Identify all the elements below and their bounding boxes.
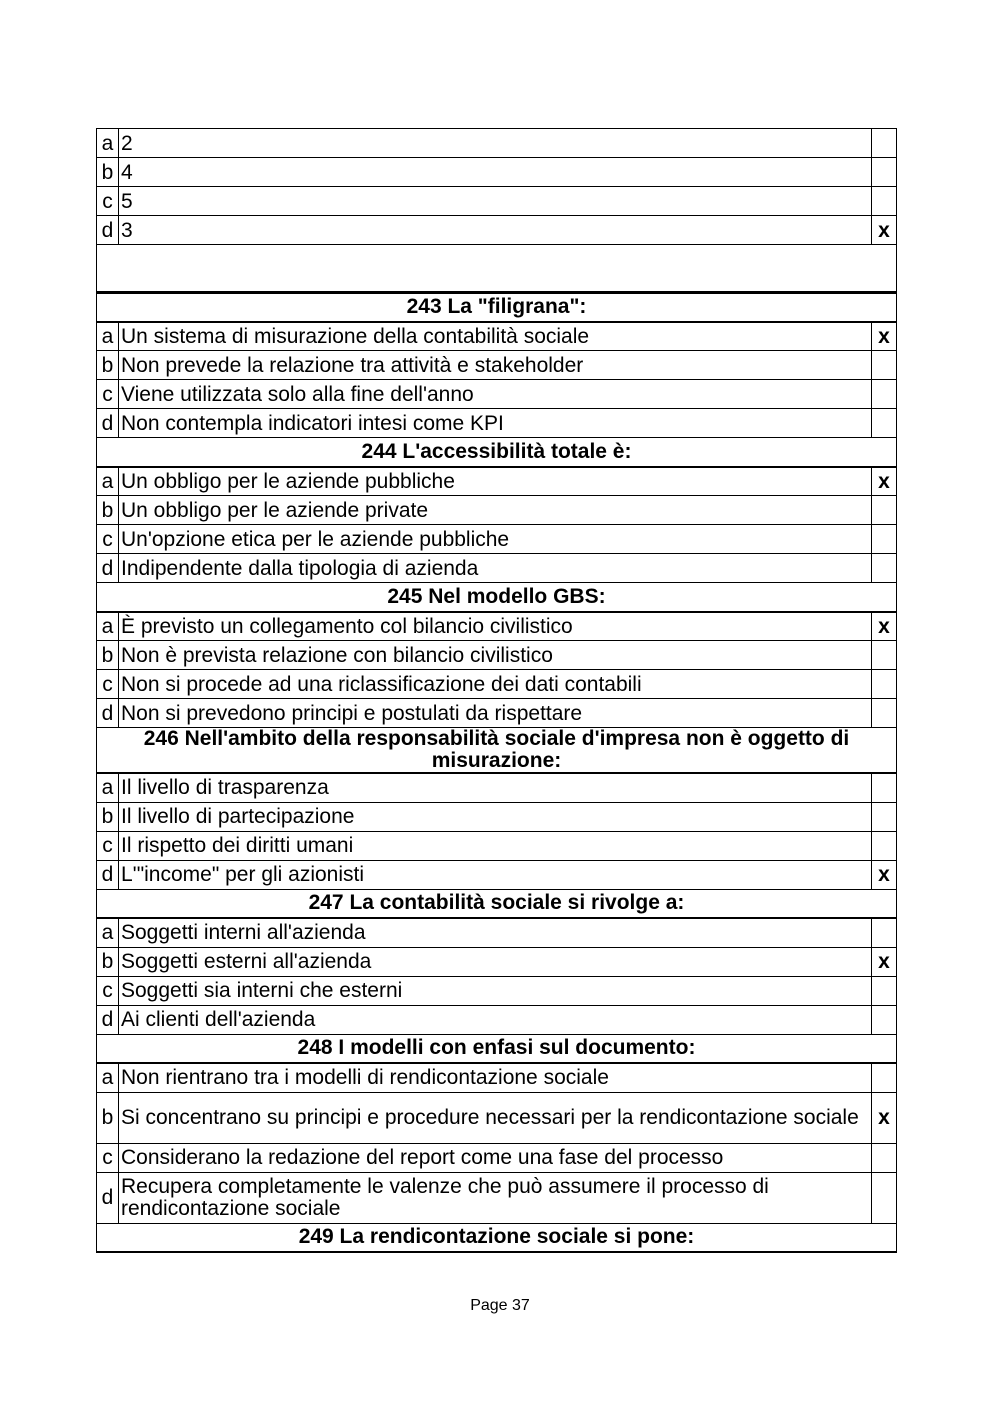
option-text: Non si procede ad una riclassificazione dei dati contabili (119, 670, 872, 699)
answer-mark (872, 641, 897, 670)
answer-mark: x (872, 216, 897, 245)
option-letter: b (97, 351, 119, 380)
answer-mark (872, 1005, 897, 1034)
option-text: Il rispetto dei diritti umani (119, 831, 872, 860)
question-title: 246 Nell'ambito della responsabilità sociale d'impresa non è oggetto di misurazione: (97, 728, 897, 774)
answer-mark (872, 773, 897, 802)
option-text: È previsto un collegamento col bilancio civilistico (119, 612, 872, 641)
option-row (97, 525, 897, 554)
option-row (97, 641, 897, 670)
option-row (97, 773, 897, 802)
option-letter: b (97, 1092, 119, 1143)
answer-mark (872, 670, 897, 699)
option-letter: b (97, 641, 119, 670)
answer-mark (872, 554, 897, 583)
question-title-row (97, 438, 897, 467)
option-text: Non rientrano tra i modelli di rendicontazione sociale (119, 1063, 872, 1092)
question-title: 249 La rendicontazione sociale si pone: (97, 1223, 897, 1252)
option-row (97, 187, 897, 216)
option-letter: a (97, 322, 119, 351)
option-text: Non è prevista relazione con bilancio civilistico (119, 641, 872, 670)
option-text: Indipendente dalla tipologia di azienda (119, 554, 872, 583)
answer-mark (872, 976, 897, 1005)
option-letter: d (97, 409, 119, 438)
option-row (97, 947, 897, 976)
option-row (97, 1005, 897, 1034)
question-title-row (97, 728, 897, 774)
answer-mark (872, 409, 897, 438)
option-text: 2 (119, 129, 872, 158)
option-letter: c (97, 831, 119, 860)
option-text: Un'opzione etica per le aziende pubbliche (119, 525, 872, 554)
option-letter: d (97, 860, 119, 889)
option-letter: d (97, 216, 119, 245)
option-row (97, 467, 897, 496)
option-letter: c (97, 380, 119, 409)
answer-mark (872, 496, 897, 525)
option-text: 5 (119, 187, 872, 216)
option-text: Ai clienti dell'azienda (119, 1005, 872, 1034)
option-letter: c (97, 670, 119, 699)
answer-mark (872, 351, 897, 380)
answer-mark (872, 699, 897, 728)
option-letter: c (97, 976, 119, 1005)
option-letter: d (97, 1172, 119, 1223)
question-title-row (97, 1223, 897, 1252)
page-number: Page 37 (470, 1297, 530, 1314)
option-letter: c (97, 525, 119, 554)
answer-mark (872, 1172, 897, 1223)
option-letter: b (97, 802, 119, 831)
quiz-table (96, 128, 897, 1253)
option-row (97, 1143, 897, 1172)
option-text: Recupera completamente le valenze che può assumere il processo di rendicontazione sociale (119, 1172, 872, 1223)
option-letter: c (97, 187, 119, 216)
option-row (97, 380, 897, 409)
answer-mark: x (872, 947, 897, 976)
option-letter: a (97, 1063, 119, 1092)
answer-mark (872, 802, 897, 831)
option-letter: b (97, 158, 119, 187)
option-text: Un obbligo per le aziende private (119, 496, 872, 525)
option-text: Un sistema di misurazione della contabilità sociale (119, 322, 872, 351)
option-text: Soggetti interni all'azienda (119, 918, 872, 947)
option-letter: d (97, 554, 119, 583)
spacer-row (97, 245, 897, 293)
option-row (97, 158, 897, 187)
answer-mark (872, 129, 897, 158)
option-row (97, 322, 897, 351)
option-text: Il livello di partecipazione (119, 802, 872, 831)
option-row (97, 612, 897, 641)
spacer-cell (97, 245, 897, 293)
option-row (97, 216, 897, 245)
question-title-row (97, 889, 897, 918)
option-text: Non prevede la relazione tra attività e stakeholder (119, 351, 872, 380)
option-letter: b (97, 947, 119, 976)
question-title: 244 L'accessibilità totale è: (97, 438, 897, 467)
option-letter: a (97, 129, 119, 158)
question-title: 243 La "filigrana": (97, 293, 897, 322)
answer-mark (872, 1143, 897, 1172)
option-row (97, 496, 897, 525)
quiz-body (97, 129, 897, 1253)
option-letter: d (97, 699, 119, 728)
answer-mark (872, 1063, 897, 1092)
answer-mark (872, 380, 897, 409)
question-title: 248 I modelli con enfasi sul documento: (97, 1034, 897, 1063)
option-row (97, 918, 897, 947)
answer-mark: x (872, 467, 897, 496)
option-row (97, 129, 897, 158)
option-row (97, 699, 897, 728)
question-title-row (97, 293, 897, 322)
option-row (97, 670, 897, 699)
answer-mark: x (872, 860, 897, 889)
answer-mark (872, 525, 897, 554)
option-row (97, 1172, 897, 1223)
answer-mark: x (872, 322, 897, 351)
option-letter: a (97, 773, 119, 802)
option-letter: a (97, 612, 119, 641)
option-text: Si concentrano su principi e procedure necessari per la rendicontazione sociale (119, 1092, 872, 1143)
answer-mark (872, 158, 897, 187)
option-text: Il livello di trasparenza (119, 773, 872, 802)
option-text: Non contempla indicatori intesi come KPI (119, 409, 872, 438)
option-row (97, 802, 897, 831)
option-letter: b (97, 496, 119, 525)
option-letter: c (97, 1143, 119, 1172)
option-letter: a (97, 918, 119, 947)
option-text: Un obbligo per le aziende pubbliche (119, 467, 872, 496)
answer-mark (872, 831, 897, 860)
question-title-row (97, 583, 897, 612)
answer-mark: x (872, 1092, 897, 1143)
option-row (97, 1092, 897, 1143)
option-row (97, 976, 897, 1005)
option-row (97, 409, 897, 438)
option-row (97, 1063, 897, 1092)
question-title: 245 Nel modello GBS: (97, 583, 897, 612)
question-title-row (97, 1034, 897, 1063)
option-text: Soggetti esterni all'azienda (119, 947, 872, 976)
option-text: 3 (119, 216, 872, 245)
answer-mark: x (872, 612, 897, 641)
option-row (97, 860, 897, 889)
answer-mark (872, 918, 897, 947)
option-text: L'"income" per gli azionisti (119, 860, 872, 889)
answer-mark (872, 187, 897, 216)
option-row (97, 831, 897, 860)
option-letter: d (97, 1005, 119, 1034)
option-letter: a (97, 467, 119, 496)
question-title: 247 La contabilità sociale si rivolge a: (97, 889, 897, 918)
option-text: Non si prevedono principi e postulati da rispettare (119, 699, 872, 728)
option-text: 4 (119, 158, 872, 187)
option-text: Viene utilizzata solo alla fine dell'anno (119, 380, 872, 409)
option-row (97, 554, 897, 583)
option-row (97, 351, 897, 380)
option-text: Soggetti sia interni che esterni (119, 976, 872, 1005)
option-text: Considerano la redazione del report come una fase del processo (119, 1143, 872, 1172)
